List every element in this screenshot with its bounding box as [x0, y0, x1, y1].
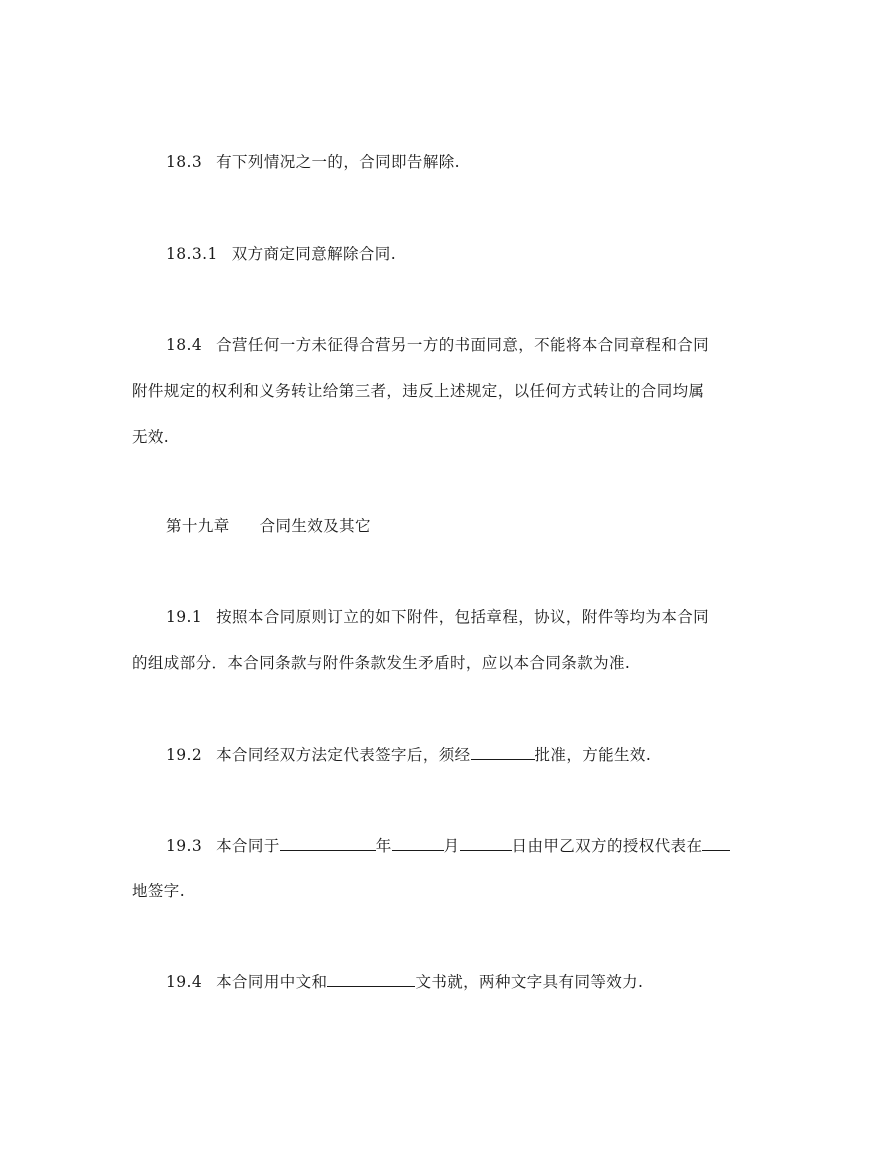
clause-19-4	[166, 971, 643, 992]
clause-text: 合营任何一方未征得合营另一方的书面同意，不能将本合同章程和合同	[216, 336, 710, 354]
clause-19-1-line-1	[166, 607, 709, 627]
clause-number: 19.4	[166, 973, 203, 991]
clause-19-1-line-2: 的组成部分．本合同条款与附件条款发生矛盾时，应以本合同条款为准.	[132, 654, 631, 672]
clause-text: 批准，方能生效.	[534, 746, 652, 764]
clause-number: 19.3	[166, 837, 203, 855]
language-blank	[327, 971, 415, 987]
clause-text: 有下列情况之一的，合同即告解除.	[216, 153, 460, 171]
clause-text: 本合同经双方法定代表签字后，须经	[216, 746, 471, 764]
clause-text: 本合同用中文和	[216, 973, 328, 991]
clause-number: 19.2	[166, 746, 203, 764]
month-label: 月	[443, 837, 460, 855]
place-blank	[702, 835, 730, 851]
clause-text: 按照本合同原则订立的如下附件，包括章程，协议，附件等均为本合同	[216, 608, 710, 626]
chapter-19-heading	[166, 516, 371, 536]
clause-19-3-line-1	[166, 835, 730, 856]
clause-text: 日由甲乙双方的授权代表在	[511, 837, 703, 855]
month-blank	[392, 835, 444, 851]
clause-text: 文书就，两种文字具有同等效力.	[415, 973, 644, 991]
year-blank	[280, 835, 376, 851]
clause-text: 双方商定同意解除合同.	[231, 245, 397, 263]
clause-19-2	[166, 744, 651, 765]
clause-number: 18.4	[166, 336, 203, 354]
clause-18-3-1	[166, 244, 396, 264]
clause-text: 本合同于	[216, 837, 280, 855]
clause-number: 18.3.1	[166, 245, 218, 263]
clause-19-3-line-2: 地签字.	[132, 882, 186, 900]
chapter-title: 合同生效及其它	[259, 517, 371, 535]
clause-18-3	[166, 152, 460, 172]
clause-18-4-line-3: 无效.	[132, 428, 170, 446]
year-label: 年	[375, 837, 392, 855]
clause-number: 19.1	[166, 608, 203, 626]
approval-authority-blank	[471, 744, 535, 760]
clause-18-4-line-1	[166, 335, 709, 355]
clause-18-4-line-2: 附件规定的权利和义务转让给第三者，违反上述规定，以任何方式转让的合同均属	[132, 382, 705, 400]
chapter-label: 第十九章	[166, 517, 230, 535]
clause-number: 18.3	[166, 153, 203, 171]
day-blank	[460, 835, 512, 851]
